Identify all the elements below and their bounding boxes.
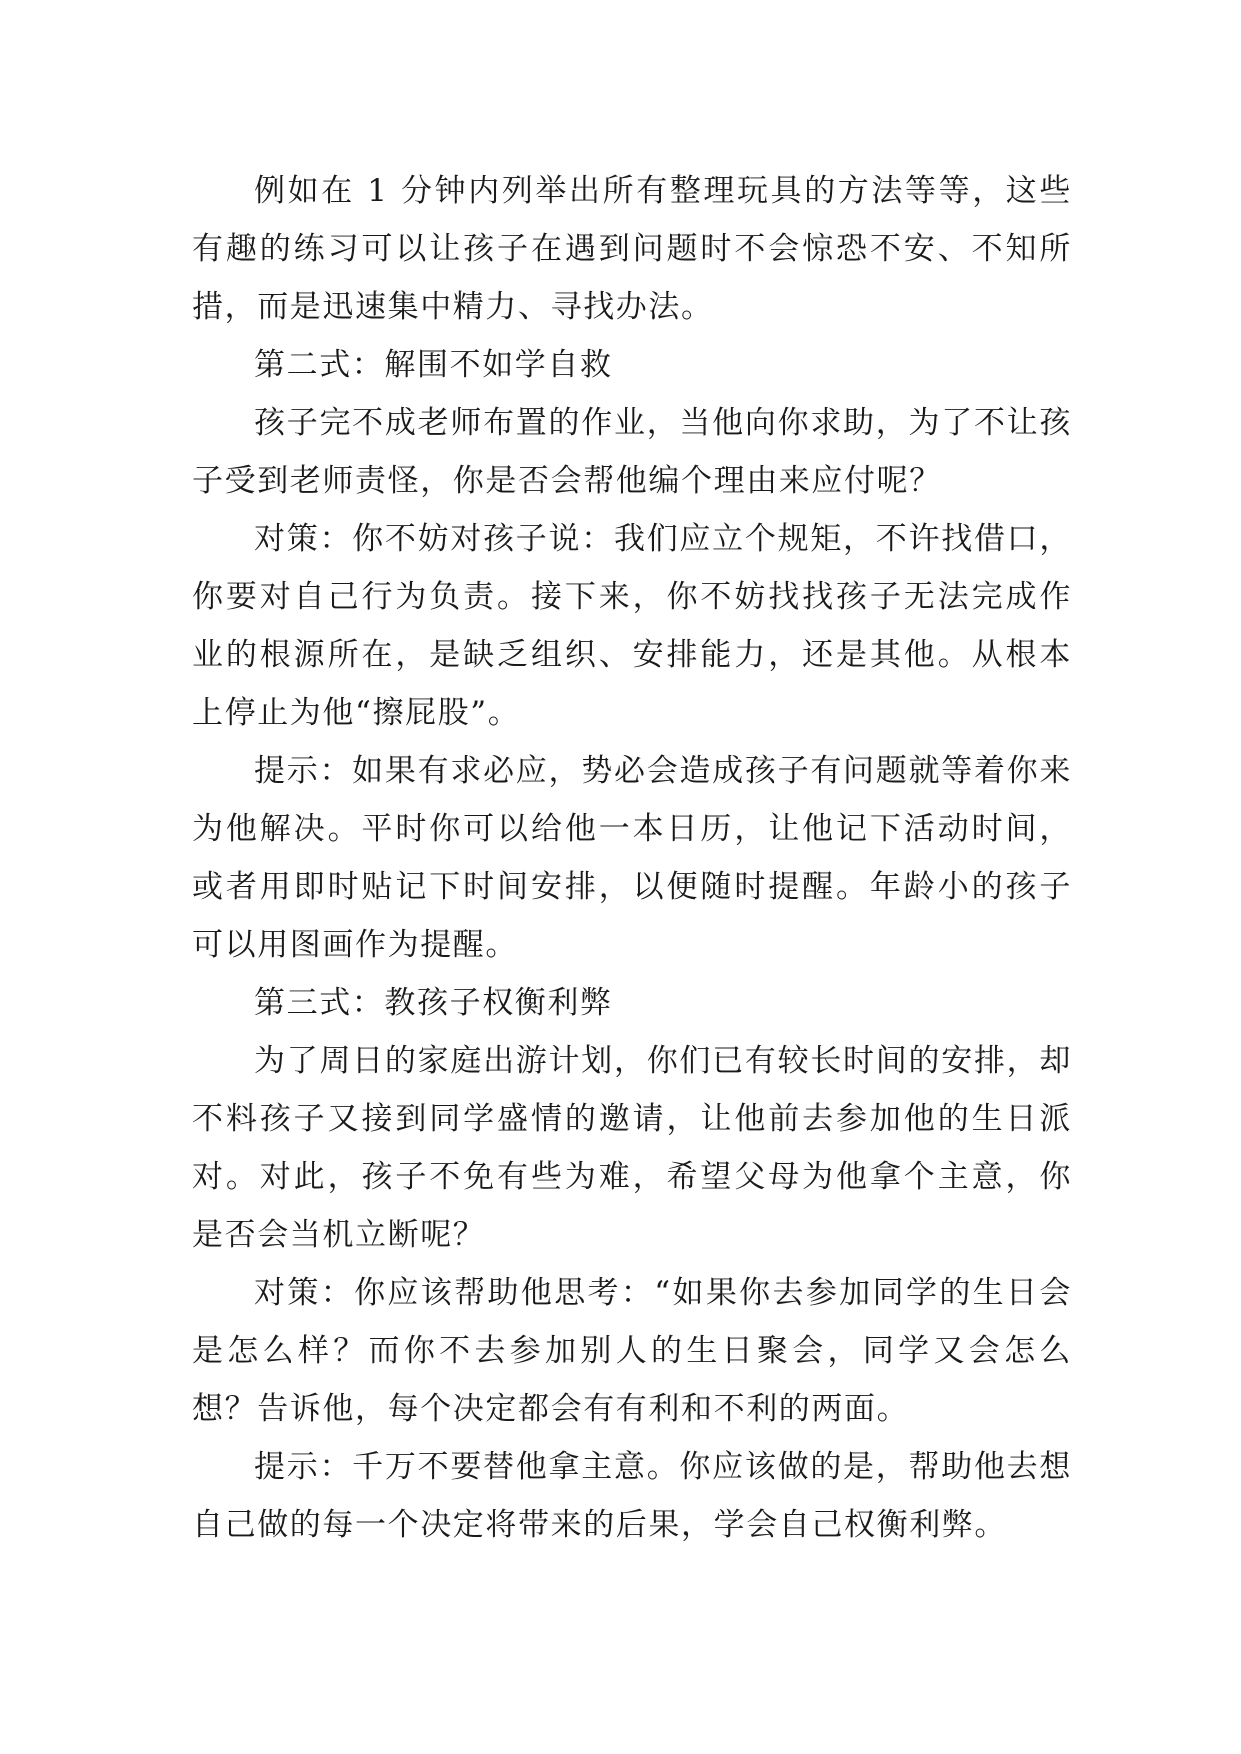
paragraph-4: 对策：你不妨对孩子说：我们应立个规矩，不许找借口，你要对自己行为负责。接下来，你不妨找找孩子无法完成作业的根源所在，是缺乏组织、安排能力，还是其他。从根本上停止为他“擦屁股”。	[192, 521, 1072, 731]
section-heading-2: 第二式：解围不如学自救	[254, 347, 613, 383]
paragraph-8: 对策：你应该帮助他思考：“如果你去参加同学的生日会是怎么样？而你不去参加别人的生日聚会，同学又会怎么想？告诉他，每个决定都会有有利和不利的两面。	[192, 1275, 1072, 1427]
paragraph-9: 提示：千万不要替他拿主意。你应该做的是，帮助他去想自己做的每一个决定将带来的后果，学会自己权衡利弊。	[192, 1449, 1072, 1543]
paragraph-3: 孩子完不成老师布置的作业，当他向你求助，为了不让孩子受到老师责怪，你是否会帮他编个理由来应付呢？	[192, 405, 1072, 499]
paragraph-1: 例如在 1 分钟内列举出所有整理玩具的方法等等，这些有趣的练习可以让孩子在遇到问题时不会惊恐不安、不知所措，而是迅速集中精力、寻找办法。	[192, 173, 1072, 325]
paragraph-7: 为了周日的家庭出游计划，你们已有较长时间的安排，却不料孩子又接到同学盛情的邀请，让他前去参加他的生日派对。对此，孩子不免有些为难，希望父母为他拿个主意，你是否会当机立断呢？	[192, 1043, 1072, 1253]
document-body	[192, 162, 1072, 1554]
paragraph-5: 提示：如果有求必应，势必会造成孩子有问题就等着你来为他解决。平时你可以给他一本日历，让他记下活动时间，或者用即时贴记下时间安排，以便随时提醒。年龄小的孩子可以用图画作为提醒。	[192, 753, 1072, 963]
section-heading-3: 第三式：教孩子权衡利弊	[254, 985, 613, 1021]
